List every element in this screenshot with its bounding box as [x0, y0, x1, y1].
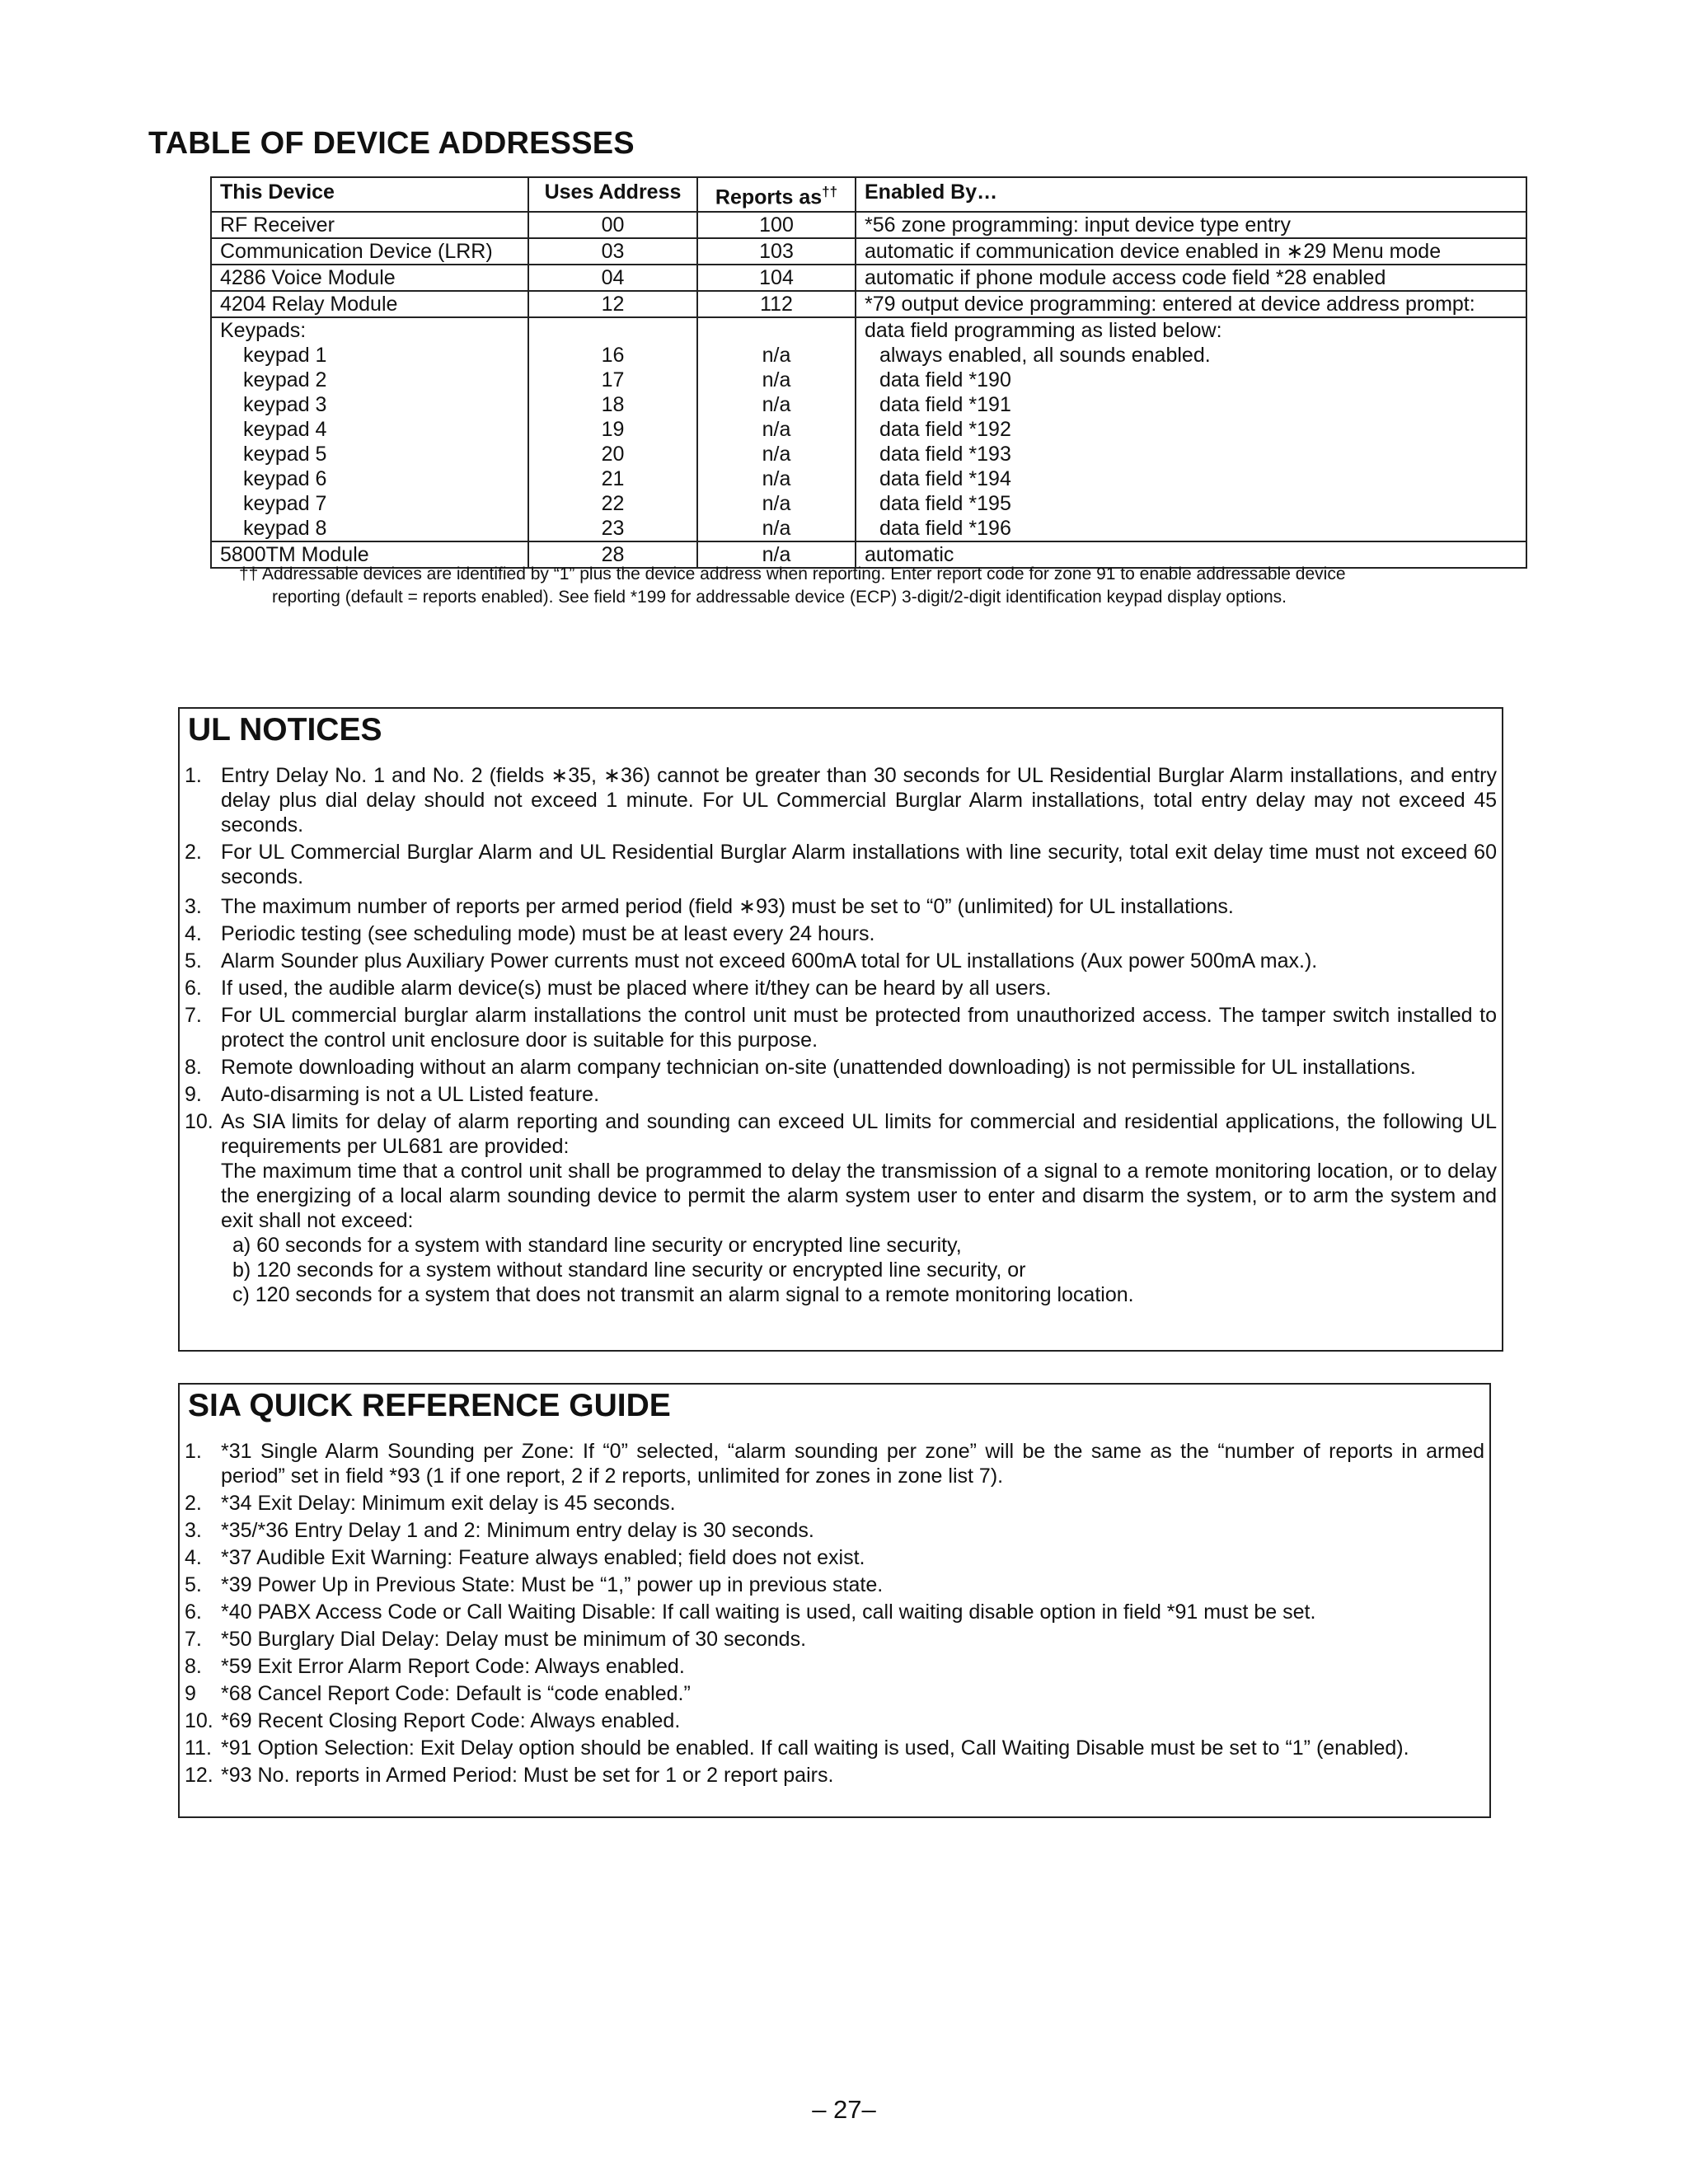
item-text: *35/*36 Entry Delay 1 and 2: Minimum entry delay is 30 seconds. [221, 1519, 814, 1542]
keypads-address-cell [528, 317, 697, 541]
keypad-address: 23 [601, 517, 625, 541]
reports-cell: 103 [697, 238, 856, 265]
page-title: TABLE OF DEVICE ADDRESSES [148, 126, 635, 161]
address-cell: 03 [528, 238, 697, 265]
device-cell: 4286 Voice Module [211, 265, 528, 291]
item-text: Remote downloading without an alarm company technician on-site (unattended downloading) is not permissible for UL installations. [221, 1056, 1416, 1079]
item-text: Alarm Sounder plus Auxiliary Power currents must not exceed 600mA total for UL installations (Aux power 500mA max.). [221, 949, 1318, 972]
item-number: 10. [185, 1110, 213, 1133]
address-cell: 28 [528, 541, 697, 568]
list-item [185, 1003, 1497, 1052]
keypad-reports: n/a [762, 443, 791, 466]
item-text: *34 Exit Delay: Minimum exit delay is 45 seconds. [221, 1492, 676, 1515]
keypad-address: 18 [601, 393, 625, 417]
keypad-address: 16 [601, 344, 625, 368]
item-text: *59 Exit Error Alarm Report Code: Always enabled. [221, 1655, 685, 1678]
keypad-reports: n/a [762, 418, 791, 442]
item-text: *39 Power Up in Previous State: Must be “1,” power up in previous state. [221, 1573, 884, 1596]
item-number: 5. [185, 949, 202, 972]
list-item [185, 1545, 1484, 1570]
item-number: 4. [185, 1546, 202, 1569]
list-item [185, 894, 1497, 919]
table-header-row [211, 177, 1526, 212]
item-text: If used, the audible alarm device(s) must be placed where it/they can be heard by all users. [221, 977, 1052, 1000]
footnote-line-1: †† Addressable devices are identified by “1” plus the device address when reporting. Enter report code for zone 91 to enable addressable device [239, 565, 1346, 583]
keypad-address: 19 [601, 418, 625, 442]
address-cell: 04 [528, 265, 697, 291]
keypad-name: keypad 6 [243, 467, 327, 491]
keypad-enabled: data field *196 [879, 517, 1011, 541]
item-number: 7. [185, 1004, 202, 1027]
keypad-enabled: data field *194 [879, 467, 1011, 491]
list-item [185, 949, 1497, 973]
list-item [185, 1681, 1484, 1706]
enabled-cell: *56 zone programming: input device type entry [856, 212, 1526, 238]
item-number: 1. [185, 764, 202, 787]
keypads-enabled-cell [856, 317, 1526, 541]
daggers-sup: †† [822, 184, 838, 199]
keypad-name: keypad 3 [243, 393, 327, 417]
item-number: 7. [185, 1628, 202, 1651]
item-number: 1. [185, 1440, 202, 1463]
list-item [185, 1627, 1484, 1652]
header-reports-as [697, 177, 856, 212]
item-text: For UL commercial burglar alarm installations the control unit must be protected from unauthorized access. The tamper switch installed to protect the control unit enclosure door is suitable for this purpose. [221, 1004, 1497, 1052]
table-row [211, 212, 1526, 238]
table-row [211, 238, 1526, 265]
sia-guide-box [178, 1383, 1491, 1818]
item-text: The maximum number of reports per armed period (field ∗93) must be set to “0” (unlimited) for UL installations. [221, 895, 1234, 918]
ul-notices-box [178, 707, 1503, 1352]
keypad-enabled: data field *190 [879, 368, 1011, 392]
keypads-label: Keypads: [220, 319, 307, 343]
item-number: 9. [185, 1083, 202, 1106]
item-10-subitem: c) 120 seconds for a system that does not transmit an alarm signal to a remote monitoring location. [232, 1283, 1134, 1306]
item-number: 4. [185, 922, 202, 945]
spacer [537, 318, 688, 343]
device-cell: RF Receiver [211, 212, 528, 238]
list-item [185, 1763, 1484, 1788]
keypads-row [211, 317, 1526, 541]
keypad-reports: n/a [762, 393, 791, 417]
list-item [185, 1736, 1484, 1760]
enabled-cell: automatic if communication device enabled in ∗29 Menu mode [856, 238, 1526, 265]
device-cell: 5800TM Module [211, 541, 528, 568]
sia-guide-list [185, 1439, 1484, 1790]
page-number: – 27– [812, 2095, 876, 2124]
list-item [185, 1082, 1497, 1107]
keypad-enabled: data field *195 [879, 492, 1011, 516]
header-reports-as-label: Reports as [715, 185, 823, 209]
keypad-reports: n/a [762, 492, 791, 516]
item-text: For UL Commercial Burglar Alarm and UL Residential Burglar Alarm installations with line security, total exit delay time must not exceed 60 seconds. [221, 841, 1497, 888]
item-number: 8. [185, 1655, 202, 1678]
item-number: 3. [185, 1519, 202, 1542]
item-number: 6. [185, 1601, 202, 1624]
list-item [185, 1109, 1497, 1307]
list-item [185, 763, 1497, 837]
item-text: Entry Delay No. 1 and No. 2 (fields ∗35, ∗36) cannot be greater than 30 seconds for UL Residential Burglar Alarm installations, and entry delay plus dial delay should not exceed 1 minute. For UL Commercial Burglar Alarm installations, total entry delay may not exceed 45 seconds. [221, 764, 1497, 837]
ul-notices-title: UL NOTICES [188, 712, 382, 748]
enabled-cell: *79 output device programming: entered at device address prompt: [856, 291, 1526, 317]
item-number: 3. [185, 895, 202, 918]
enabled-cell: automatic [856, 541, 1526, 568]
device-cell: 4204 Relay Module [211, 291, 528, 317]
list-item [185, 1439, 1484, 1488]
item-text: *93 No. reports in Armed Period: Must be set for 1 or 2 report pairs. [221, 1764, 834, 1787]
keypad-reports: n/a [762, 368, 791, 392]
keypad-reports: n/a [762, 517, 791, 541]
reports-cell: 112 [697, 291, 856, 317]
keypad-enabled: data field *191 [879, 393, 1011, 417]
keypad-name: keypad 8 [243, 517, 327, 541]
header-this-device: This Device [211, 177, 528, 212]
list-item [185, 1572, 1484, 1597]
enabled-cell: automatic if phone module access code field *28 enabled [856, 265, 1526, 291]
footnote-line-2: reporting (default = reports enabled). See field *199 for addressable device (ECP) 3-digit/2-digit identification keypad display options. [272, 588, 1287, 607]
list-item [185, 1055, 1497, 1080]
item-text: *91 Option Selection: Exit Delay option should be enabled. If call waiting is used, Call Waiting Disable must be set to “1” (enabled). [221, 1736, 1409, 1760]
keypad-name: keypad 1 [243, 344, 327, 368]
item-number: 9 [185, 1682, 196, 1705]
list-item [185, 1708, 1484, 1733]
spacer [706, 318, 846, 343]
table-row [211, 265, 1526, 291]
item-10-paragraph: The maximum time that a control unit shall be programmed to delay the transmission of a signal to a remote monitoring location, or to delay the energizing of a local alarm sounding device to permit the alarm system user to enter and disarm the system, or to arm the system and exit shall not exceed: [221, 1160, 1497, 1232]
item-number: 10. [185, 1709, 213, 1732]
item-text: As SIA limits for delay of alarm reporting and sounding can exceed UL limits for commercial and residential applications, the following UL requirements per UL681 are provided: [221, 1110, 1497, 1158]
list-item [185, 921, 1497, 946]
item-text: Periodic testing (see scheduling mode) must be at least every 24 hours. [221, 922, 875, 945]
list-item [185, 1600, 1484, 1624]
item-10-subitem: b) 120 seconds for a system without standard line security or encrypted line security, or [232, 1258, 1026, 1282]
keypad-enabled: data field *192 [879, 418, 1011, 442]
address-cell: 00 [528, 212, 697, 238]
item-number: 2. [185, 841, 202, 864]
item-text: *40 PABX Access Code or Call Waiting Disable: If call waiting is used, call waiting disable option in field *91 must be set. [221, 1601, 1316, 1624]
item-text: Auto-disarming is not a UL Listed feature. [221, 1083, 600, 1106]
keypads-reports-cell [697, 317, 856, 541]
keypad-name: keypad 2 [243, 368, 327, 392]
table-footnote [239, 563, 1492, 609]
reports-cell: 100 [697, 212, 856, 238]
item-text: *37 Audible Exit Warning: Feature always enabled; field does not exist. [221, 1546, 865, 1569]
device-address-table [210, 176, 1527, 569]
keypad-reports: n/a [762, 344, 791, 368]
keypad-address: 22 [601, 492, 625, 516]
list-item [185, 1491, 1484, 1516]
item-text: *31 Single Alarm Sounding per Zone: If “0” selected, “alarm sounding per zone” will be the same as the “number of reports in armed period” set in field *93 (1 if one report, 2 if 2 reports, unlimited for zones in zone list 7). [221, 1440, 1484, 1488]
item-number: 5. [185, 1573, 202, 1596]
keypad-name: keypad 5 [243, 443, 327, 466]
keypad-address: 17 [601, 368, 625, 392]
list-item [185, 976, 1497, 1001]
header-enabled-by: Enabled By… [856, 177, 1526, 212]
item-number: 2. [185, 1492, 202, 1515]
item-number: 6. [185, 977, 202, 1000]
reports-cell: 104 [697, 265, 856, 291]
keypad-address: 21 [601, 467, 625, 491]
list-item [185, 1518, 1484, 1543]
device-cell: Communication Device (LRR) [211, 238, 528, 265]
table-row [211, 291, 1526, 317]
header-uses-address: Uses Address [528, 177, 697, 212]
keypads-note: data field programming as listed below: [865, 319, 1222, 343]
item-text: *50 Burglary Dial Delay: Delay must be minimum of 30 seconds. [221, 1628, 807, 1651]
ul-notices-list [185, 763, 1497, 1310]
item-text: *69 Recent Closing Report Code: Always enabled. [221, 1709, 681, 1732]
list-item [185, 840, 1497, 889]
keypad-name: keypad 7 [243, 492, 327, 516]
keypad-enabled: always enabled, all sounds enabled. [879, 344, 1211, 368]
keypad-name: keypad 4 [243, 418, 327, 442]
item-number: 12. [185, 1764, 213, 1787]
address-cell: 12 [528, 291, 697, 317]
item-number: 11. [185, 1736, 212, 1760]
item-10-subitem: a) 60 seconds for a system with standard line security or encrypted line security, [232, 1234, 962, 1257]
item-text: *68 Cancel Report Code: Default is “code enabled.” [221, 1682, 691, 1705]
reports-cell: n/a [697, 541, 856, 568]
keypad-enabled: data field *193 [879, 443, 1011, 466]
keypads-device-cell [211, 317, 528, 541]
sia-guide-title: SIA QUICK REFERENCE GUIDE [188, 1388, 671, 1423]
keypad-reports: n/a [762, 467, 791, 491]
item-number: 8. [185, 1056, 202, 1079]
keypad-address: 20 [601, 443, 625, 466]
list-item [185, 1654, 1484, 1679]
